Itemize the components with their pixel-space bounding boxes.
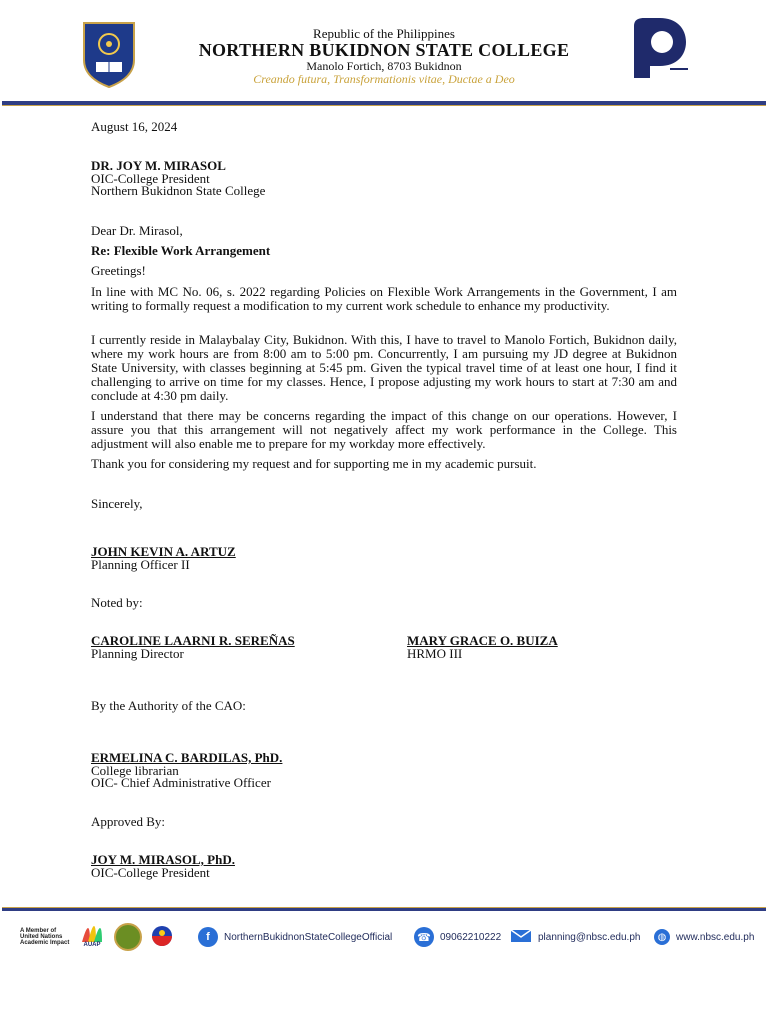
phone-icon: ☎	[414, 927, 434, 947]
website-contact[interactable]	[654, 922, 754, 952]
approved-by-label: Approved By:	[91, 814, 166, 829]
phone-text: 09062210222	[440, 931, 502, 943]
college-address: Manolo Fortich, 8703 Bukidnon	[306, 59, 462, 73]
college-motto: Creando futura, Transformationis vitae, Ductae a Deo	[253, 72, 515, 86]
facebook-contact[interactable]	[198, 922, 392, 952]
footer-bar	[18, 922, 760, 952]
college-name: NORTHERN BUKIDNON STATE COLLEGE	[198, 40, 570, 60]
phone-contact[interactable]	[414, 922, 501, 952]
email-icon	[510, 929, 532, 946]
un-line-1: A Member of	[20, 928, 57, 934]
body-paragraph-3: I understand that there may be concerns regarding the impact of this change on our operations. However, I assure you that this arrangement will not negatively affect my work performance in the College. This adjustment will also enable me to prepare for my workday more effectively.	[91, 408, 677, 451]
un-line-2: United Nations	[20, 934, 63, 940]
sender-title: Planning Officer II	[91, 557, 190, 572]
sender-name: JOHN KEVIN A. ARTUZ	[91, 544, 236, 559]
auap-logo	[80, 922, 104, 952]
approver-name: JOY M. MIRASOL, PhD.	[91, 852, 235, 867]
website-text: www.nbsc.edu.ph	[676, 931, 755, 943]
noter2-title: HRMO III	[407, 646, 463, 661]
bagong-pilipinas-icon	[148, 922, 176, 952]
globe-icon: ◍	[654, 929, 670, 945]
approver-title: OIC-College President	[91, 865, 210, 880]
noter1-title: Planning Director	[91, 646, 184, 661]
auap-label: AUAP	[83, 942, 101, 948]
salutation: Dear Dr. Mirasol,	[91, 223, 183, 238]
noter1-name: CAROLINE LAARNI R. SEREÑAS	[91, 633, 295, 648]
cao-title-1: College librarian	[91, 763, 179, 778]
cao-name: ERMELINA C. BARDILAS, PhD.	[91, 750, 283, 765]
un-line-3: Academic Impact	[20, 940, 70, 946]
body-paragraph-2: I currently reside in Malaybalay City, Bukidnon. With this, I have to travel to Manolo Fortich, Bukidnon daily, where my work hours are from 8:00 am to 5:00 pm. Concurrently, I am pursuing my JD degree at Bukidnon State University, with classes beginning at 5:45 pm. Given the typical travel time of at least one hour, I find it challenging to arrive on time for my classes. Hence, I propose adjusting my work hours to start at 7:30 am and conclude at 4:30 pm daily.	[91, 332, 677, 403]
facebook-icon: f	[198, 927, 218, 947]
header-divider	[2, 101, 766, 106]
noted-by-label: Noted by:	[91, 595, 143, 610]
letter-date: August 16, 2024	[91, 119, 178, 134]
facebook-page-text: NorthernBukidnonStateCollegeOfficial	[224, 931, 393, 943]
body-paragraph-1: In line with MC No. 06, s. 2022 regarding Policies on Flexible Work Arrangements in the Government, I am writing to formally request a modification to my current work schedule to enhance my productivity.	[91, 284, 677, 313]
republic-label: Republic of the Philippines	[313, 26, 455, 41]
recipient-name: DR. JOY M. MIRASOL	[91, 158, 226, 173]
body-paragraph-4: Thank you for considering my request and for supporting me in my academic pursuit.	[91, 456, 537, 471]
recipient-title: OIC-College President	[91, 171, 210, 186]
authority-label: By the Authority of the CAO:	[91, 698, 246, 713]
greeting: Greetings!	[91, 263, 146, 278]
recipient-org: Northern Bukidnon State College	[91, 183, 266, 198]
email-text: planning@nbsc.edu.ph	[538, 931, 641, 943]
footer-divider	[2, 907, 766, 911]
email-contact[interactable]	[510, 922, 640, 952]
closing: Sincerely,	[91, 496, 143, 511]
subject-line: Re: Flexible Work Arrangement	[91, 243, 271, 258]
planning-office-logo	[630, 16, 692, 82]
noter2-name: MARY GRACE O. BUIZA	[407, 633, 558, 648]
un-academic-impact-badge	[20, 922, 69, 952]
cao-title-2: OIC- Chief Administrative Officer	[91, 775, 271, 790]
partner-seal-icon	[114, 922, 142, 952]
